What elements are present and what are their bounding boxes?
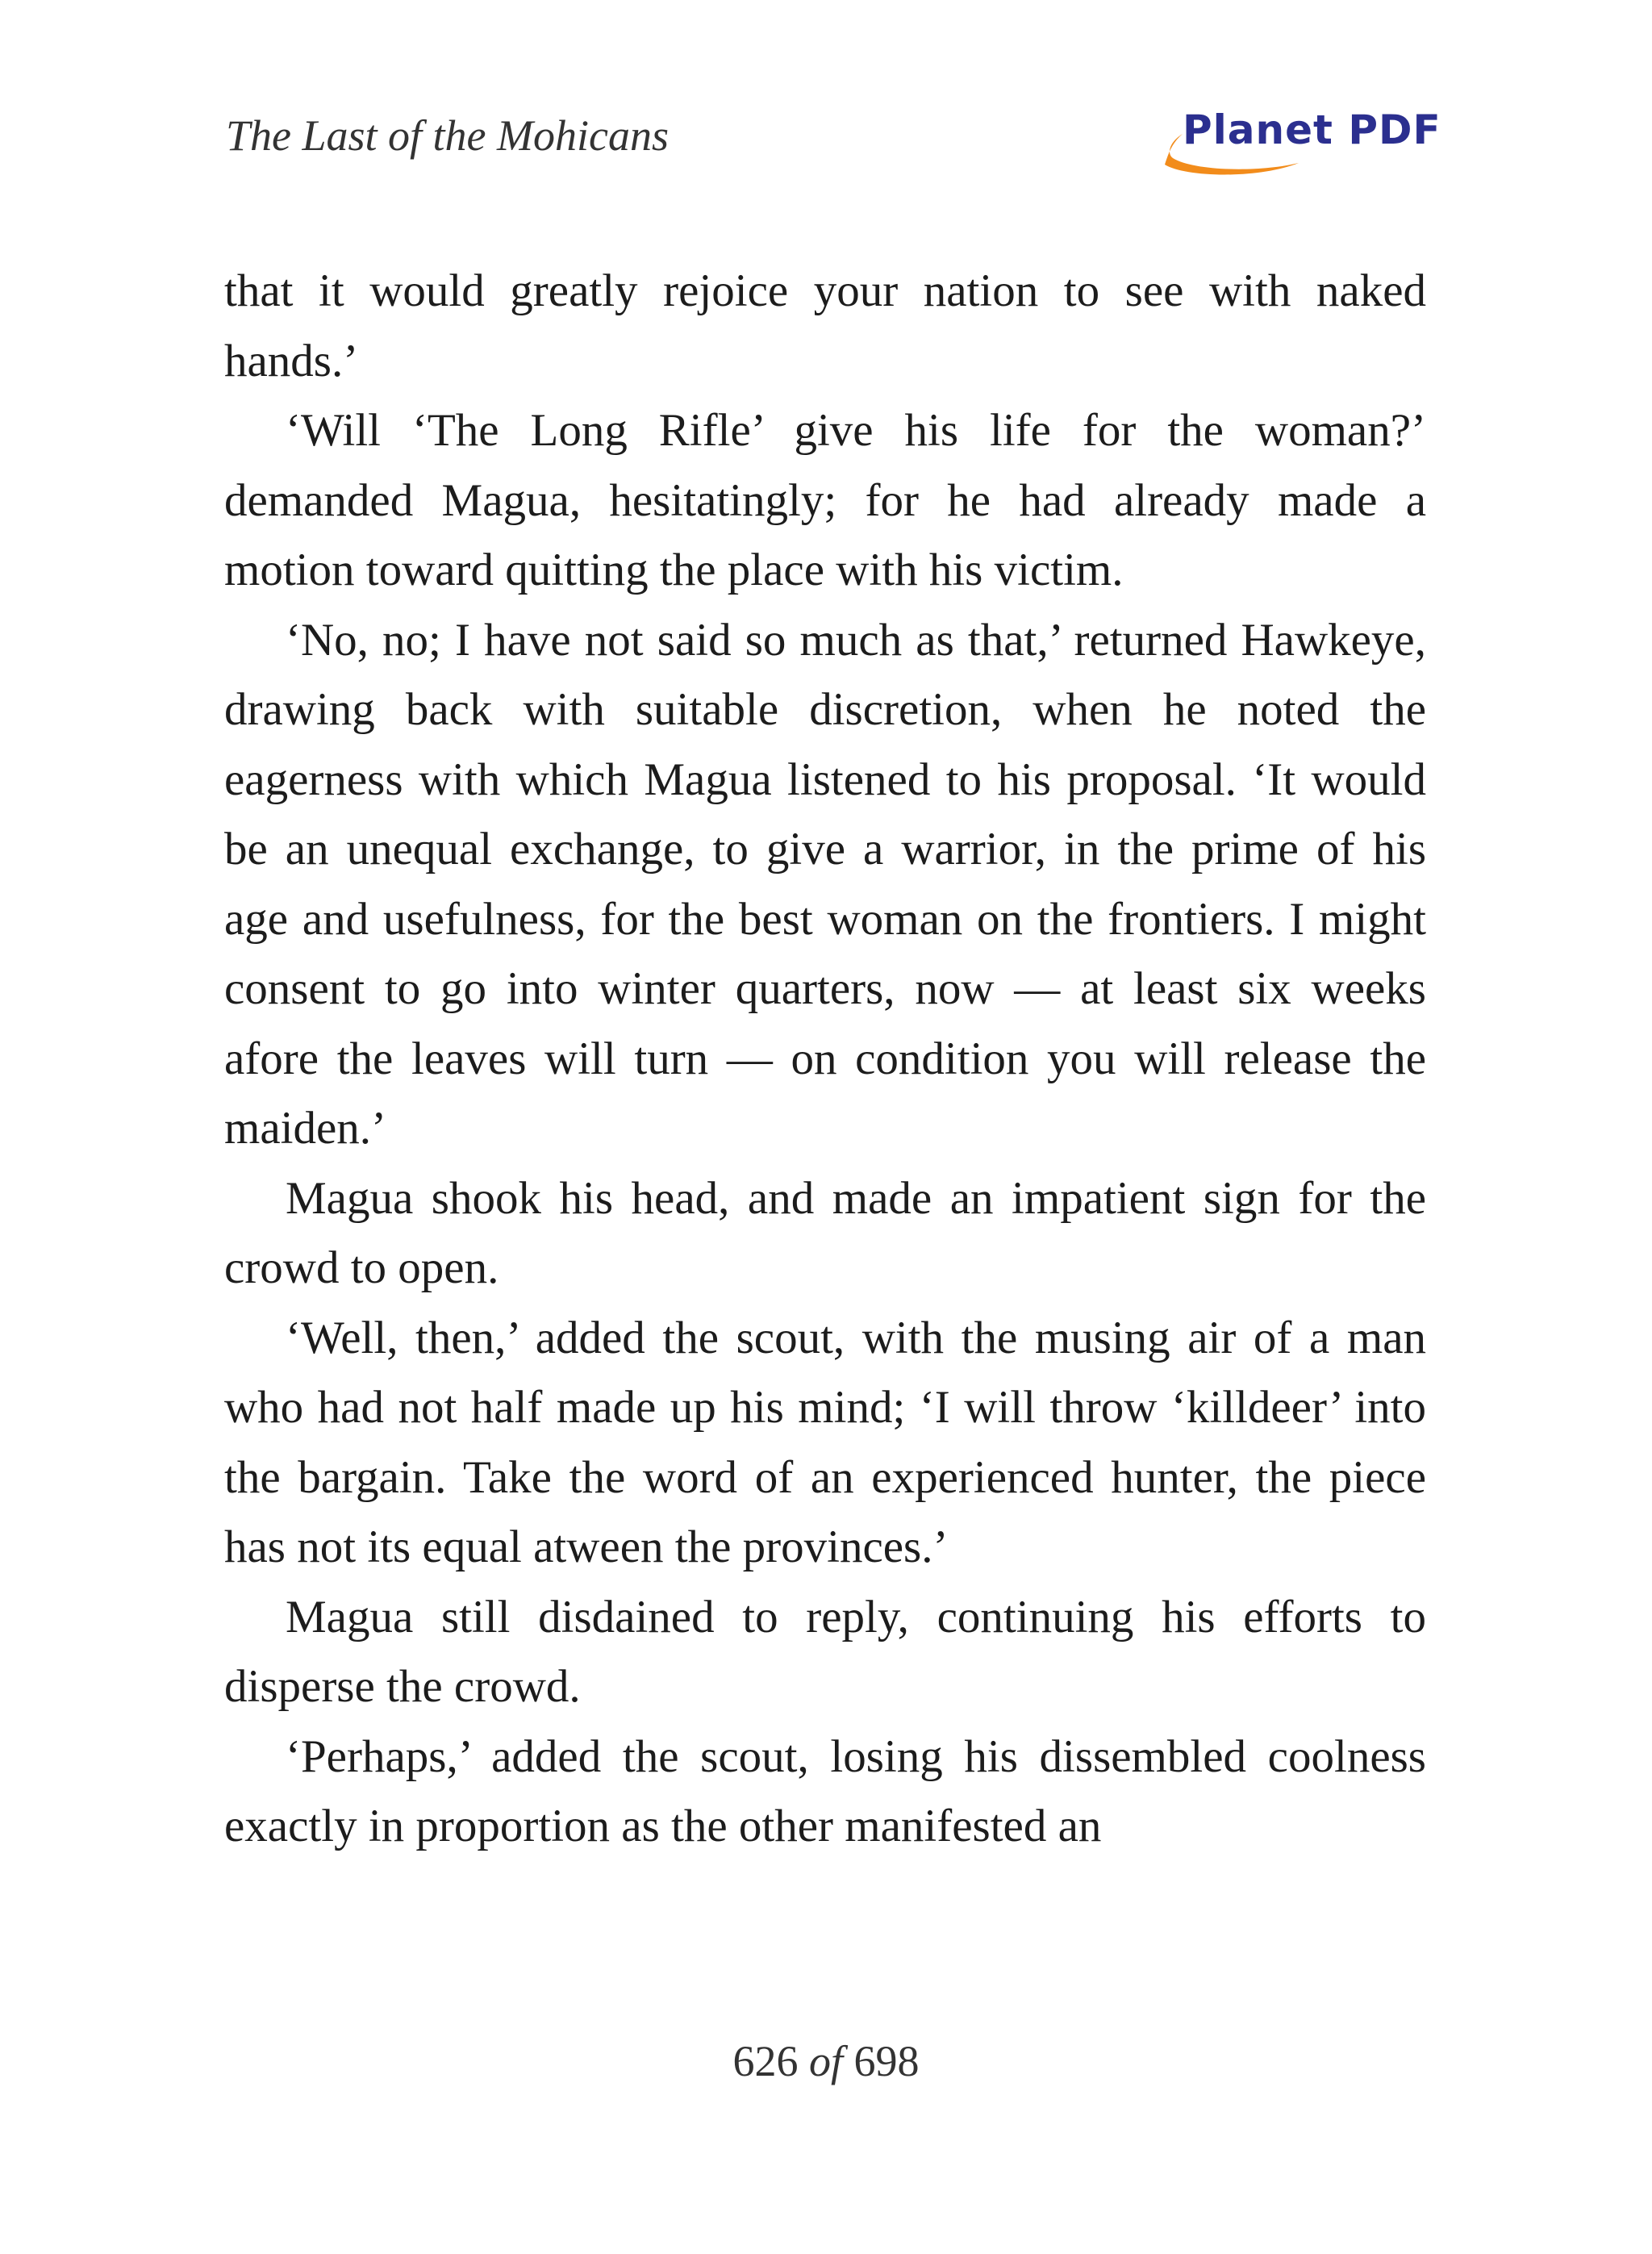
paragraph: Magua still disdained to reply, continuing his efforts to disperse the crowd. [224,1591,1426,1712]
logo-text: Planet PDF [1183,106,1441,153]
book-title: The Last of the Mohicans [226,111,669,160]
paragraph: ‘Perhaps,’ added the scout, losing his dissembled coolness exactly in proportion as the other manifested an [224,1730,1426,1851]
paragraph: ‘Will ‘The Long Rifle’ give his life for the woman?’ demanded Magua, hesitatingly; for he had already made a motion toward quitting the place with his victim. [224,405,1426,595]
paragraph: ‘No, no; I have not said so much as that,’ returned Hawkeye, drawing back with suitable discretion, when he noted the eagerness with which Magua listened to his proposal. ‘It would be an unequal exchange, to give a warrior, in the prime of his age and usefulness, for the best woman on the frontiers. I might consent to go into winter quarters, now — at least six weeks afore the leaves will turn — on condition you will release the maiden.’ [224,614,1426,1154]
paragraph: Magua shook his head, and made an impatient sign for the crowd to open. [224,1172,1426,1293]
total-pages: 698 [853,2037,920,2085]
planet-pdf-logo [1162,102,1441,182]
page-body [224,257,1426,1862]
page-number [0,2033,1652,2089]
page-of-label: of [808,2037,843,2085]
current-page: 626 [732,2037,799,2085]
paragraph: ‘Well, then,’ added the scout, with the musing air of a man who had not half made up his mind; ‘I will throw ‘killdeer’ into the bargain. Take the word of an experienced hunter, the piece has not its equal atween the provinces.’ [224,1312,1426,1572]
paragraph: that it would greatly rejoice your nation to see with naked hands.’ [224,265,1426,386]
